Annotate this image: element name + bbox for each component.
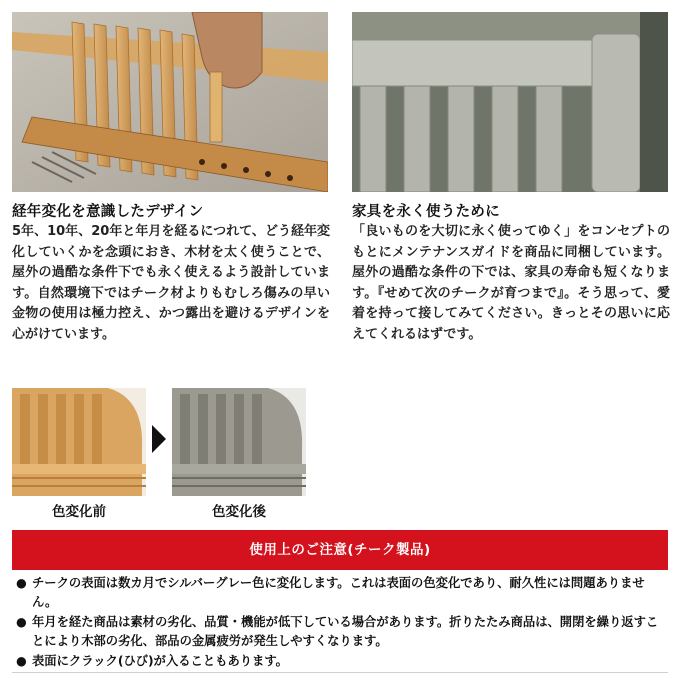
bullet-icon: ● (16, 654, 27, 668)
photo-bench-after-color-change (172, 388, 306, 496)
notice-item (16, 574, 666, 611)
arrow-right-icon (152, 425, 166, 453)
notice-item-text: チークの表面は数カ月でシルバーグレー色に変化します。これは表面の色変化であり、耐久性には問題ありません。 (32, 576, 645, 609)
notice-list (16, 574, 666, 671)
notice-list-container (16, 574, 666, 673)
notice-item (16, 613, 666, 650)
section-right-body: 「良いものを大切に永く使ってゆく」をコンセプトのもとにメンテナンスガイドを商品に同梱しています。屋外の過酷な条件の下では、家具の寿命も短くなります。『せめて次のチークが育つまで』。そう思って、愛着を持って接してみてください。きっとその思いに応えてくれるはずです。 (352, 224, 670, 342)
notice-item (16, 652, 666, 671)
section-left-heading: 経年変化を意識したデザイン (12, 204, 204, 220)
section-right-heading: 家具を永く使うために (352, 204, 500, 220)
bullet-icon: ● (16, 615, 27, 629)
photo-craftsman-teak-assembly (12, 12, 328, 192)
bullet-icon: ● (16, 576, 27, 590)
notice-item-text: 年月を経た商品は素材の劣化、品質・機能が低下している場合があります。折りたたみ商品は、開閉を繰り返すことにより木部の劣化、部品の金属疲労が発生しやすくなります。 (32, 615, 659, 648)
notice-title-bar: 使用上のご注意(チーク製品) (12, 530, 668, 570)
notice-item-text: 表面にクラック(ひび)が入ることもあります。 (32, 654, 288, 668)
caption-before: 色変化前 (52, 504, 106, 520)
photo-bench-before-color-change (12, 388, 146, 496)
photo-weathered-bench-back (352, 12, 668, 192)
caption-after: 色変化後 (212, 504, 266, 520)
bottom-divider (12, 672, 668, 673)
section-left-body: 5年、10年、20年と年月を経るにつれて、どう経年変化していくかを念頭におき、木材を太く使うことで、屋外の過酷な条件下でも永く使えるよう設計しています。自然環境下ではチーク材よりもむしろ傷みの早い金物の使用は極力控え、かつ露出を避けるデザインを心がけています。 (12, 224, 330, 342)
